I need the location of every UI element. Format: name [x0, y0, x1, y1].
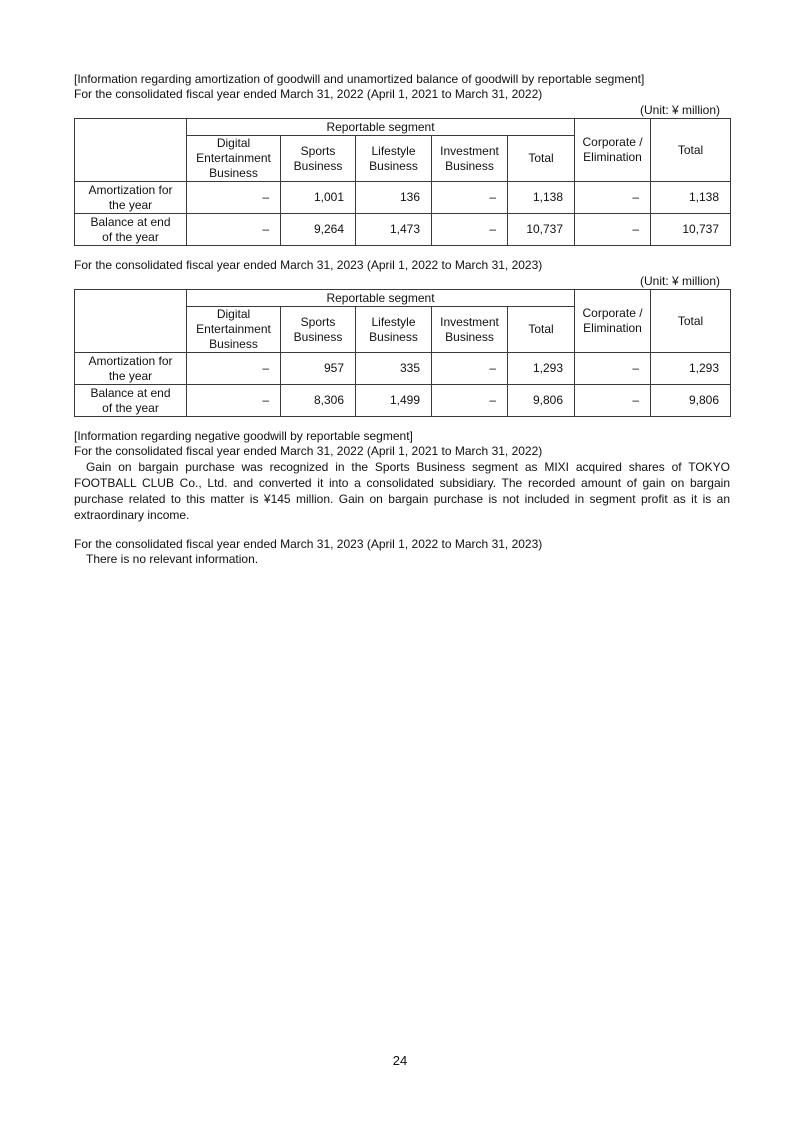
row-label-line: the year: [108, 368, 153, 383]
header-line: Lifestyle: [371, 314, 416, 329]
digital-entertainment-header: [187, 307, 281, 353]
sports-value: 1,001: [281, 182, 356, 214]
negative-goodwill-fy2022-text: Gain on bargain purchase was recognized in the Sports Business segment as MIXI acquired shares of TOKYO FOOTBALL CLUB Co., Ltd. and converted it into a consolidated subsidiary. The recorded amount of gain on bargain purchase related to this matter is ¥145 million. Gain on bargain purchase is not included in segment profit as it is an extraordinary income.: [74, 460, 730, 522]
header-line: Elimination: [583, 321, 642, 335]
sports-value: 9,264: [281, 214, 356, 246]
digital-value: –: [187, 353, 281, 385]
header-line: Sports: [300, 314, 336, 329]
table-row: [75, 182, 731, 214]
corporate-value: –: [575, 385, 651, 417]
page-content: [74, 72, 730, 567]
header-line: Investment: [440, 143, 499, 158]
header-line: Sports: [300, 143, 336, 158]
digital-value: –: [187, 214, 281, 246]
fy2023-unit-label: (Unit: ¥ million): [639, 274, 720, 288]
segment-total-value: 1,138: [508, 182, 575, 214]
header-line: Elimination: [583, 150, 642, 164]
lifestyle-value: 335: [356, 353, 432, 385]
digital-value: –: [187, 182, 281, 214]
sports-business-header: [281, 136, 356, 182]
table-row: [75, 353, 731, 385]
reportable-segment-header: Reportable segment: [187, 290, 575, 307]
corporate-value: –: [575, 353, 651, 385]
row-label: [75, 182, 187, 214]
row-label: [75, 353, 187, 385]
segment-total-header: Total: [508, 307, 575, 353]
lifestyle-business-header: [356, 307, 432, 353]
header-line: Investment: [440, 314, 499, 329]
negative-goodwill-fy2023-period: For the consolidated fiscal year ended March 31, 2023 (April 1, 2022 to March 31, 2023): [74, 537, 543, 551]
header-line: Corporate /: [582, 135, 643, 149]
row-label-line: Balance at end: [90, 385, 171, 400]
header-line: Business: [369, 158, 418, 173]
digital-value: –: [187, 385, 281, 417]
grand-total-value: 1,293: [651, 353, 731, 385]
investment-business-header: [432, 136, 508, 182]
row-label-line: of the year: [102, 229, 159, 244]
lifestyle-value: 136: [356, 182, 432, 214]
goodwill-section-heading: [Information regarding amortization of goodwill and unamortized balance of goodwill by reportable segment]: [74, 72, 645, 86]
page-number: 24: [392, 1053, 408, 1068]
header-line: Corporate /: [582, 306, 643, 320]
grand-total-value: 1,138: [651, 182, 731, 214]
row-label-line: the year: [108, 197, 153, 212]
grand-total-value: 9,806: [651, 385, 731, 417]
row-label: [75, 214, 187, 246]
segment-total-value: 9,806: [508, 385, 575, 417]
row-label: [75, 385, 187, 417]
fy2022-period: For the consolidated fiscal year ended March 31, 2022 (April 1, 2021 to March 31, 2022): [74, 87, 543, 101]
row-label-line: of the year: [102, 400, 159, 415]
header-line: Entertainment: [196, 151, 271, 165]
grand-total-value: 10,737: [651, 214, 731, 246]
lifestyle-value: 1,499: [356, 385, 432, 417]
investment-value: –: [432, 182, 508, 214]
investment-value: –: [432, 385, 508, 417]
segment-total-header: Total: [508, 136, 575, 182]
header-line: Business: [369, 329, 418, 344]
goodwill-table-fy2022: [74, 118, 731, 246]
corporate-elimination-header: [575, 290, 651, 353]
corporate-elimination-header: [575, 119, 651, 182]
digital-entertainment-header: [187, 136, 281, 182]
segment-total-value: 1,293: [508, 353, 575, 385]
negative-goodwill-heading: [Information regarding negative goodwill by reportable segment]: [74, 429, 413, 443]
reportable-segment-header: Reportable segment: [187, 119, 575, 136]
corporate-value: –: [575, 182, 651, 214]
row-label-line: Amortization for: [88, 353, 173, 368]
segment-total-value: 10,737: [508, 214, 575, 246]
investment-value: –: [432, 353, 508, 385]
sports-business-header: [281, 307, 356, 353]
investment-value: –: [432, 214, 508, 246]
header-line: Digital: [216, 136, 251, 150]
row-label-line: Balance at end: [90, 214, 171, 229]
sports-value: 8,306: [281, 385, 356, 417]
investment-business-header: [432, 307, 508, 353]
header-line: Business: [293, 329, 343, 344]
lifestyle-value: 1,473: [356, 214, 432, 246]
header-line: Business: [445, 158, 494, 173]
corporate-value: –: [575, 214, 651, 246]
fy2022-unit-label: (Unit: ¥ million): [639, 103, 720, 117]
header-line: Business: [209, 166, 258, 180]
negative-goodwill-fy2023-text: There is no relevant information.: [86, 552, 259, 566]
lifestyle-business-header: [356, 136, 432, 182]
header-line: Lifestyle: [371, 143, 416, 158]
grand-total-header: Total: [651, 119, 731, 182]
negative-goodwill-fy2022-period: For the consolidated fiscal year ended March 31, 2022 (April 1, 2021 to March 31, 2022): [74, 444, 543, 458]
header-line: Digital: [216, 307, 251, 321]
table-corner-cell: [75, 290, 187, 353]
header-line: Business: [445, 329, 494, 344]
table-corner-cell: [75, 119, 187, 182]
header-line: Business: [293, 158, 343, 173]
table-row: [75, 214, 731, 246]
fy2023-period: For the consolidated fiscal year ended March 31, 2023 (April 1, 2022 to March 31, 2023): [74, 258, 543, 272]
sports-value: 957: [281, 353, 356, 385]
goodwill-table-fy2023: [74, 289, 731, 417]
header-line: Business: [209, 337, 258, 351]
row-label-line: Amortization for: [88, 182, 173, 197]
table-row: [75, 385, 731, 417]
grand-total-header: Total: [651, 290, 731, 353]
header-line: Entertainment: [196, 322, 271, 336]
